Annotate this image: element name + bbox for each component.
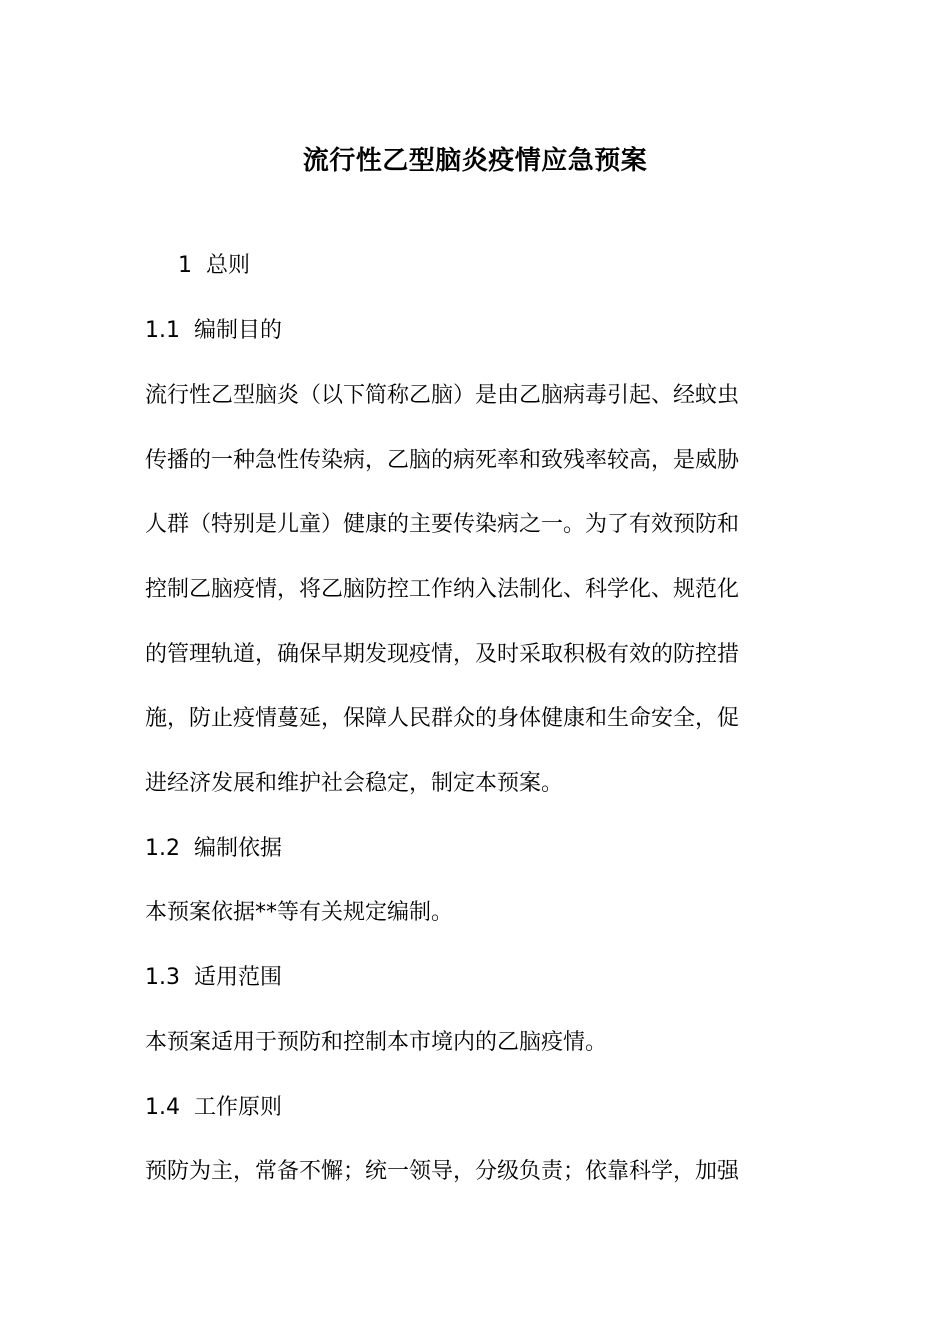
section-1-heading xyxy=(178,250,848,282)
section-number: 1 xyxy=(178,253,192,278)
paragraph-line: 的管理轨道，确保早期发现疫情，及时采取积极有效的防控措 xyxy=(145,642,740,667)
paragraph-line: 传播的一种急性传染病，乙脑的病死率和致残率较高，是威胁 xyxy=(145,448,740,473)
section-number: 1.1 xyxy=(145,318,180,343)
paragraph-line: 预防为主，常备不懈；统一领导，分级负责；依靠科学，加强 xyxy=(145,1159,740,1184)
section-1-1-heading xyxy=(145,315,815,347)
section-number: 1.2 xyxy=(145,836,180,861)
paragraph-line: 控制乙脑疫情，将乙脑防控工作纳入法制化、科学化、规范化 xyxy=(145,577,740,602)
section-heading-text: 编制目的 xyxy=(194,318,283,343)
document-title: 流行性乙型脑炎疫情应急预案 xyxy=(302,146,648,176)
section-1-3-heading xyxy=(145,962,815,994)
section-number: 1.4 xyxy=(145,1095,180,1120)
section-number: 1.3 xyxy=(145,965,180,990)
paragraph-line: 施，防止疫情蔓延，保障人民群众的身体健康和生命安全，促 xyxy=(145,706,740,731)
section-heading-text: 适用范围 xyxy=(194,965,283,990)
section-1-2-heading xyxy=(145,833,815,865)
paragraph-line: 进经济发展和维护社会稳定，制定本预案。 xyxy=(145,771,564,796)
section-heading-text: 工作原则 xyxy=(194,1095,283,1120)
paragraph-line: 人群（特别是儿童）健康的主要传染病之一。为了有效预防和 xyxy=(145,512,740,537)
section-1-4-heading xyxy=(145,1092,815,1124)
paragraph-line: 本预案适用于预防和控制本市境内的乙脑疫情。 xyxy=(145,1030,608,1055)
paragraph-line: 本预案依据**等有关规定编制。 xyxy=(145,900,454,925)
section-heading-text: 总则 xyxy=(206,253,251,278)
paragraph-line: 流行性乙型脑炎（以下简称乙脑）是由乙脑病毒引起、经蚊虫 xyxy=(145,383,740,408)
section-heading-text: 编制依据 xyxy=(194,836,283,861)
